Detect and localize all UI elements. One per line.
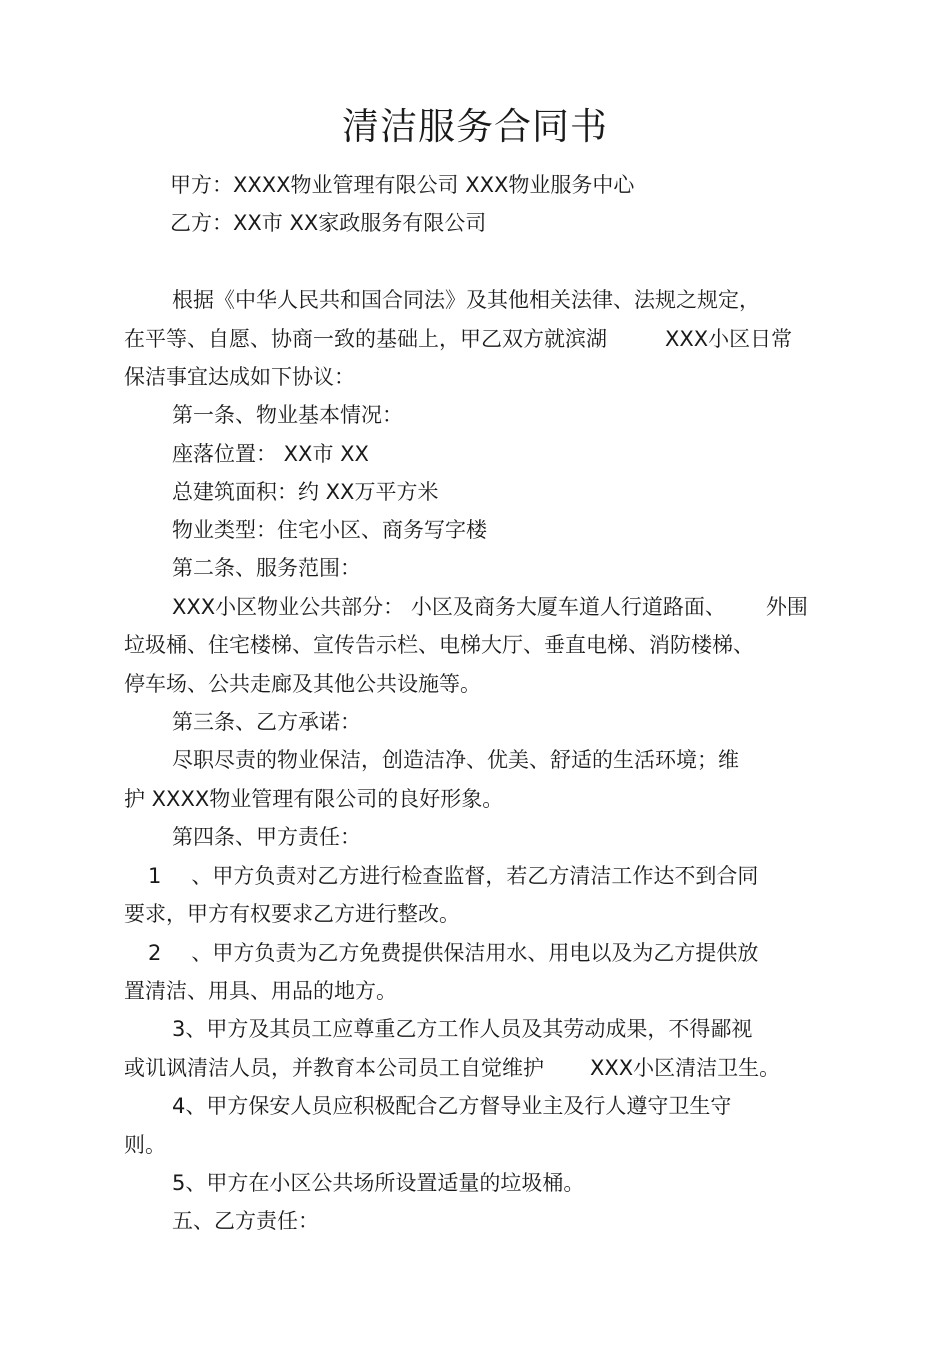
article1-type: 物业类型：住宅小区、商务写字楼 [172, 518, 487, 542]
article2-line-3: 停车场、公共走廊及其他公共设施等。 [124, 672, 481, 696]
article4-item1-text: 、甲方负责对乙方进行检查监督，若乙方清洁工作达不到合同 [191, 864, 759, 888]
article4-item3-line-1: 3、甲方及其员工应尊重乙方工作人员及其劳动成果，不得鄙视 [172, 1017, 753, 1041]
intro-line-2 [124, 324, 792, 354]
article4-item5: 5、甲方在小区公共场所设置适量的垃圾桶。 [172, 1171, 585, 1195]
article2-line-2: 垃圾桶、住宅楼梯、宣传告示栏、电梯大厅、垂直电梯、消防楼梯、 [124, 633, 754, 657]
article4-item1-number: 1 [148, 864, 162, 888]
article2-line-1-end: 外围 [765, 595, 808, 619]
intro-line-1: 根据《中华人民共和国合同法》及其他相关法律、法规之规定， [172, 288, 760, 312]
article3-heading: 第三条、乙方承诺： [172, 710, 361, 734]
article4-item4-line-1: 4、甲方保安人员应积极配合乙方督导业主及行人遵守卫生守 [172, 1094, 732, 1118]
document-title: 清洁服务合同书 [342, 105, 608, 148]
article4-item2-line-1 [148, 938, 758, 968]
article4-item2-text: 、甲方负责为乙方免费提供保洁用水、用电以及为乙方提供放 [191, 941, 759, 965]
article4-item1-line-1 [148, 861, 758, 891]
article5-heading: 五、乙方责任： [172, 1209, 319, 1233]
article4-item2-line-2: 置清洁、用具、用品的地方。 [124, 979, 397, 1003]
intro-line-2-text: 在平等、自愿、协商一致的基础上，甲乙双方就滨湖 [124, 327, 607, 351]
party-b: 乙方：XX市 XX家政服务有限公司 [170, 211, 487, 235]
intro-line-3: 保洁事宜达成如下协议： [124, 365, 355, 389]
intro-line-2-place: XXX小区日常 [665, 327, 793, 351]
article4-item1-line-2: 要求，甲方有权要求乙方进行整改。 [124, 902, 460, 926]
article4-item3-line-2 [124, 1053, 780, 1083]
article3-line-1: 尽职尽责的物业保洁，创造洁净、优美、舒适的生活环境；维 [172, 748, 739, 772]
article4-item2-number: 2 [148, 941, 162, 965]
party-a: 甲方：XXXX物业管理有限公司 XXX物业服务中心 [170, 173, 635, 197]
article4-item4-line-2: 则。 [124, 1133, 166, 1157]
article1-area: 总建筑面积：约 XX万平方米 [172, 480, 439, 504]
article2-line-1 [172, 592, 808, 622]
article4-item3-place: XXX小区清洁卫生。 [590, 1056, 781, 1080]
article1-heading: 第一条、物业基本情况： [172, 403, 403, 427]
article3-line-2: 护 XXXX物业管理有限公司的良好形象。 [124, 787, 504, 811]
article4-item3-text: 或讥讽清洁人员，并教育本公司员工自觉维护 [124, 1056, 544, 1080]
article2-heading: 第二条、服务范围： [172, 556, 361, 580]
article4-heading: 第四条、甲方责任： [172, 825, 361, 849]
article2-line-1-text: XXX小区物业公共部分： 小区及商务大厦车道人行道路面、 [172, 595, 726, 619]
article1-location: 座落位置： XX市 XX [172, 442, 369, 466]
